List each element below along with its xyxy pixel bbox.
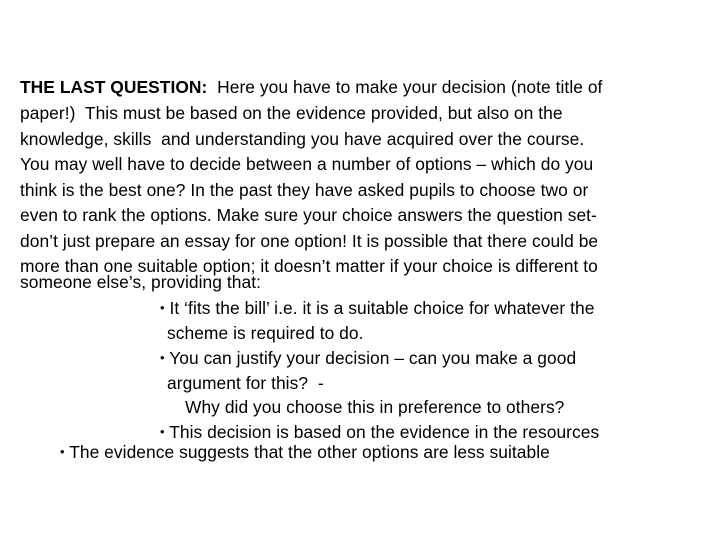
bullet-3-text: This decision is based on the evidence in the resources — [169, 422, 600, 442]
bullet-1-line-1 — [160, 296, 594, 320]
bullet-2-line-3: Why did you choose this in preference to others? — [185, 397, 565, 417]
slide-heading: THE LAST QUESTION: — [20, 77, 208, 97]
paragraph-line-3: You may well have to decide between a number of options – which do you — [20, 154, 594, 174]
bullet-icon: • — [160, 424, 165, 439]
bullet-1-line-2: scheme is required to do. — [167, 323, 364, 343]
paragraph-line-8: someone else’s, providing that: — [20, 272, 261, 292]
paragraph-line-4: think is the best one? In the past they have asked pupils to choose two or — [20, 180, 589, 200]
bullet-2-text: You can justify your decision – can you make a good — [169, 348, 577, 368]
bullet-4-line-1 — [60, 440, 550, 464]
bullet-1-text: It ‘fits the bill’ i.e. it is a suitable choice for whatever the — [169, 298, 595, 318]
paragraph-line-6: don’t just prepare an essay for one option! It is possible that there could be — [20, 231, 599, 251]
bullet-icon: • — [160, 300, 165, 315]
paragraph-line-5: even to rank the options. Make sure your choice answers the question set- — [20, 205, 597, 225]
paragraph-line-2: knowledge, skills and understanding you have acquired over the course. — [20, 129, 585, 149]
bullet-4-text: The evidence suggests that the other options are less suitable — [69, 442, 550, 462]
paragraph-line-7: more than one suitable option; it doesn’t matter if your choice is different to — [20, 256, 598, 276]
intro-first-line: Here you have to make your decision (note title of — [207, 77, 603, 97]
bullet-2-line-1 — [160, 346, 576, 370]
bullet-icon: • — [160, 350, 165, 365]
bullet-icon: • — [60, 444, 65, 459]
intro-line-1 — [20, 75, 602, 99]
bullet-2-line-2: argument for this? - — [167, 373, 324, 393]
paragraph-line-1: paper!) This must be based on the evidence provided, but also on the — [20, 103, 563, 123]
